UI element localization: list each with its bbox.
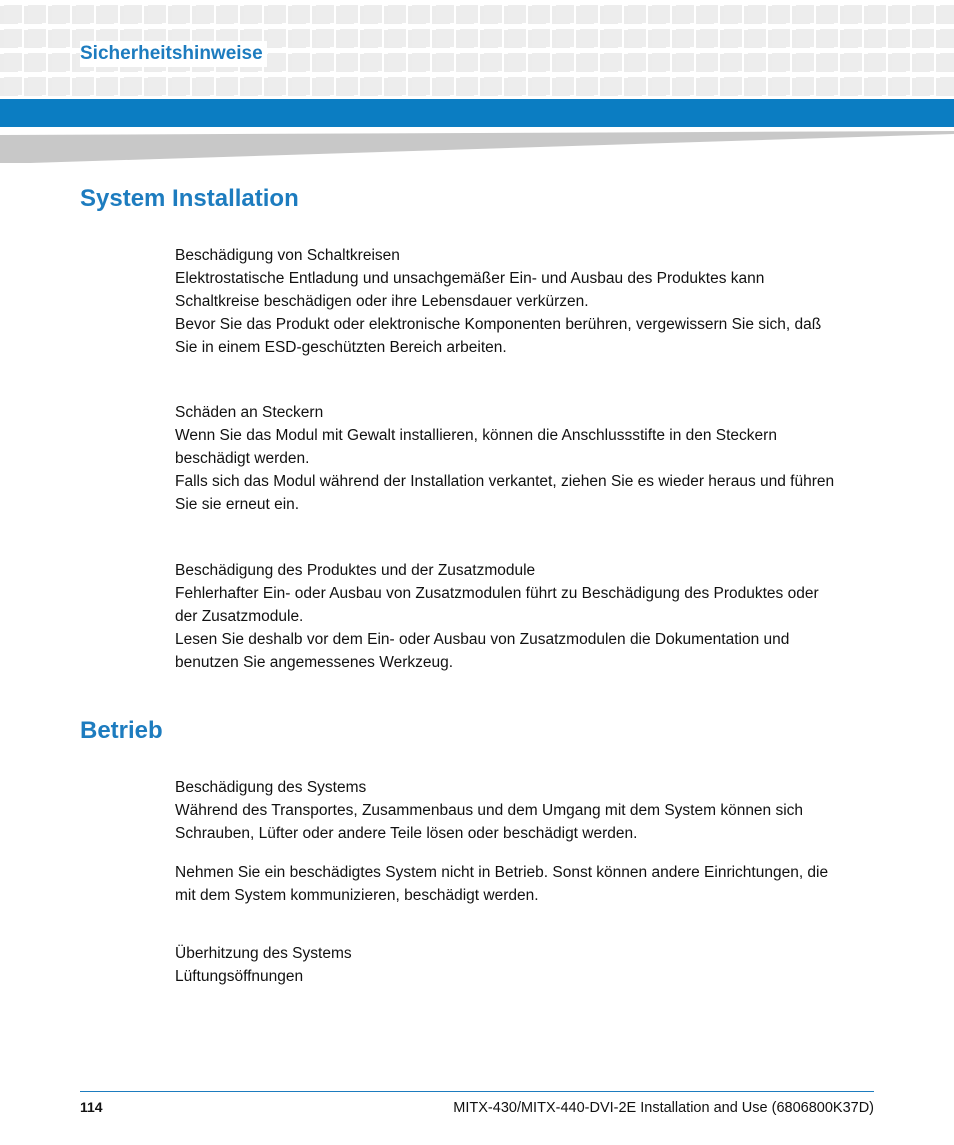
header-blue-bar <box>0 99 954 127</box>
notice-text: benutzen Sie angemessenes Werkzeug. <box>175 654 454 671</box>
notice-damaged-system-operation <box>175 861 875 907</box>
notice-system-damage <box>175 776 875 845</box>
notice-text: Lüftungsöffnungen <box>175 968 304 985</box>
page-number: 114 <box>80 1099 103 1115</box>
notice-text: der Zusatzmodule. <box>175 608 304 625</box>
running-section-title: Sicherheitshinweise <box>80 41 267 67</box>
heading-betrieb: Betrieb <box>80 717 163 744</box>
notice-text: Elektrostatische Entladung und unsachgemäßer Ein- und Ausbau des Produktes kann <box>175 270 765 287</box>
notice-text: mit dem System kommunizieren, beschädigt werden. <box>175 887 539 904</box>
notice-text: Sie in einem ESD-geschützten Bereich arbeiten. <box>175 339 507 356</box>
heading-system-installation: System Installation <box>80 185 299 212</box>
notice-title: Beschädigung von Schaltkreisen <box>175 247 400 264</box>
notice-overheating <box>175 942 875 988</box>
notice-text: Schrauben, Lüfter oder andere Teile lösen oder beschädigt werden. <box>175 825 638 842</box>
notice-product-damage <box>175 559 875 674</box>
notice-circuit-damage <box>175 244 875 359</box>
notice-text: Nehmen Sie ein beschädigtes System nicht in Betrieb. Sonst können andere Einrichtungen, die <box>175 864 829 881</box>
notice-text: Falls sich das Modul während der Installation verkantet, ziehen Sie es wieder heraus und führen <box>175 473 835 490</box>
notice-connector-damage <box>175 401 875 516</box>
notice-text: Sie sie erneut ein. <box>175 496 300 513</box>
notice-text: Fehlerhafter Ein- oder Ausbau von Zusatzmodulen führt zu Beschädigung des Produktes oder <box>175 585 819 602</box>
notice-text: Während des Transportes, Zusammenbaus und dem Umgang mit dem System können sich <box>175 802 804 819</box>
notice-text: Wenn Sie das Modul mit Gewalt installieren, können die Anschlussstifte in den Steckern <box>175 427 777 444</box>
header-gray-wedge <box>0 131 954 163</box>
document-title: MITX-430/MITX-440-DVI-2E Installation and Use (6806800K37D) <box>453 1100 874 1116</box>
notice-title: Beschädigung des Systems <box>175 779 367 796</box>
footer-rule <box>80 1091 874 1092</box>
notice-text: Lesen Sie deshalb vor dem Ein- oder Ausbau von Zusatzmodulen die Dokumentation und <box>175 631 790 648</box>
notice-title: Überhitzung des Systems <box>175 945 352 962</box>
notice-text: beschädigt werden. <box>175 450 310 467</box>
notice-title: Schäden an Steckern <box>175 404 324 421</box>
notice-text: Bevor Sie das Produkt oder elektronische Komponenten berühren, vergewissern Sie sich, daß <box>175 316 822 333</box>
notice-text: Schaltkreise beschädigen oder ihre Lebensdauer verkürzen. <box>175 293 589 310</box>
notice-title: Beschädigung des Produktes und der Zusatzmodule <box>175 562 536 579</box>
